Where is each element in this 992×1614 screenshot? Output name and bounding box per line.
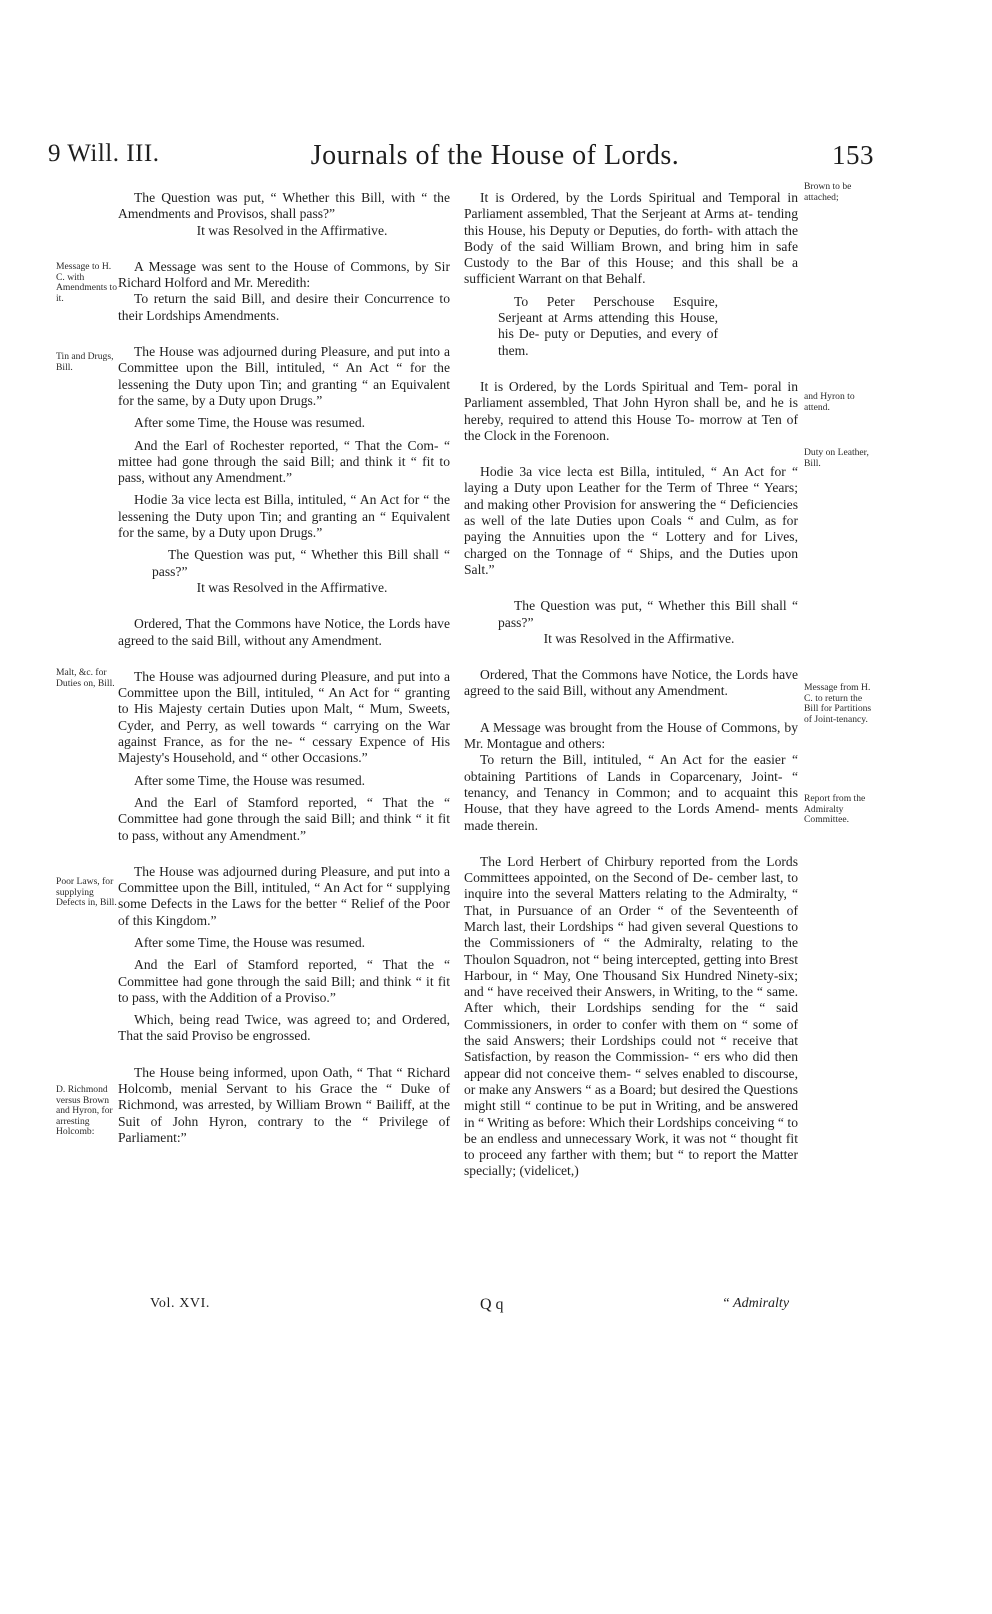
margin-note-brown: Brown to be attached; (804, 181, 852, 203)
margin-note-leather: Duty on Leather, Bill. (804, 447, 869, 469)
page-number: 153 (832, 140, 874, 170)
paragraph: The House was adjourned during Pleasure, and put into a Committee upon the Bill, intituled, “ An Act for “ supplying some Defects in the Laws for the better “ Relief of the Poor of this Kingdom.” (118, 863, 450, 928)
paragraph: It is Ordered, by the Lords Spiritual and Temporal in Parliament assembled, That the Serjeant at Arms at- tending this House, his Deputy or Deputies, do forth- with attach the Body of the said William Brown, and bring him in safe Custody to the Bar of this House; and this shall be a sufficient Warrant on that Behalf. (464, 190, 798, 287)
paragraph: After some Time, the House was resumed. (134, 415, 366, 431)
paragraph: To return the Bill, intituled, “ An Act for the easier “ obtaining Partitions of Lands in Coparcenary, Joint- “ tenancy, and Tenancy in Common; and to acquaint this House, that they have agreed to the Lords Amend- ments made therein. (464, 752, 798, 833)
paragraph: And the Earl of Stamford reported, “ That the “ Committee had gone through the said Bill; and think “ it fit to pass, with the Addition of a Proviso.” (118, 957, 450, 1005)
resolution-line: It was Resolved in the Affirmative. (196, 579, 388, 595)
paragraph: The Lord Herbert of Chirbury reported from the Lords Committees appointed, on the Second of De- cember last, to inquire into the several Matters relating to the Admiralty, “ That, in Pursuance of an Order “ of the Seventeenth of March last, their Lordships “ had given several Questions to the Commissioners of “ the Admiralty, relating to the Thoulon Squadron, not “ being intercepted, getting into Brest Harbour, in “ May, One Thousand Six Hundred Ninety-six; and “ have received their Answers, in Writing, to the “ same. After which, their Lordships sending for the “ said Commissioners, in order to confer with them on “ some of the said Answers; their Lordships could not “ receive that Satisfaction, by reason the Commission- “ ers who did then appear did not conceive them- “ selves enabled to discourse, or make any Answers “ as a Board; but desired the Questions might still “ continue to be put in Writing, and be answered in “ Writing as before: Which their Lordships conceiving “ to be an endless and unnecessary Work, it was not “ thought fit to proceed any farther with them; but “ to report the Matter specially; (videlicet,) (464, 853, 798, 1179)
volume-footer: Vol. XVI. (150, 1296, 210, 1311)
paragraph: And the Earl of Rochester reported, “ That the Com- “ mittee had gone through the said Bill; and think it “ fit to pass, without any Amendment.” (118, 437, 450, 486)
paragraph: After some Time, the House was resumed. (134, 772, 366, 788)
regnal-year-header: 9 Will. III. (48, 140, 160, 167)
paragraph: After some Time, the House was resumed. (134, 934, 366, 950)
paragraph: And the Earl of Stamford reported, “ That the “ Committee had gone through the said Bill; and think “ it fit to pass, without any Amendment.” (118, 794, 450, 843)
paragraph: The House being informed, upon Oath, “ That “ Richard Holcomb, menial Servant to his Grace the “ Duke of Richmond, was arrested, by William Brown “ Bailiff, at the Suit of John Hyron, contrary to the “ Privilege of Parliament:” (118, 1064, 450, 1145)
journal-title-header: Journals of the House of Lords. (310, 140, 680, 171)
paragraph: The House was adjourned during Pleasure, and put into a Committee upon the Bill, intituled, “ An Act for “ granting to His Majesty certain Duties upon Malt, “ Mum, Sweets, Cyder, and Perry, as well towards “ carrying on the War against France, as for the ne- “ cessary Expence of His Majesty's Household, and “ other Occasions.” (118, 668, 450, 766)
paragraph: Hodie 3a vice lecta est Billa, intituled, “ An Act for “ laying a Duty upon Leather for the Term of Three “ Years; and making other Provision for answering the “ Deficiencies as well of the late Duties upon Coals “ and Culm, as for paying the Annuities upon the “ Lottery and for Lives, charged on the Tonnage of “ Ships, and the Duties upon Salt.” (464, 464, 798, 577)
paragraph: Ordered, That the Commons have Notice, the Lords have agreed to the said Bill, without any Amendment. (464, 667, 798, 699)
paragraph: Hodie 3a vice lecta est Billa, intituled, “ An Act for “ the lessening the Duty upon Tin; and granting an “ Equivalent for the same, by a Duty upon Drugs.” (118, 492, 450, 541)
margin-note-richmond: D. Richmond versus Brown and Hyron, for arresting Holcomb: (56, 1084, 113, 1138)
paragraph: Which, being read Twice, was agreed to; and Ordered, That the said Proviso be engrossed. (118, 1012, 450, 1044)
paragraph: Ordered, That the Commons have Notice, the Lords have agreed to the said Bill, without any Amendment. (118, 616, 450, 648)
paragraph: The Question was put, “ Whether this Bill shall “ pass?” (498, 598, 798, 630)
left-column (118, 190, 450, 1146)
paragraph: A Message was sent to the House of Commons, by Sir Richard Holford and Mr. Meredith: (118, 258, 450, 291)
resolution-line: It was Resolved in the Affirmative. (543, 630, 735, 646)
right-column (464, 190, 798, 1180)
paragraph: The Question was put, “ Whether this Bill shall “ pass?” (152, 547, 450, 579)
paragraph: A Message was brought from the House of Commons, by Mr. Montague and others: (464, 719, 798, 752)
resolution-line: It was Resolved in the Affirmative. (196, 222, 388, 238)
margin-note-malt: Malt, &c. for Duties on, Bill. (56, 667, 115, 689)
warrant-address: To Peter Perschouse Esquire, Serjeant at Arms attending this House, his De- puty or Deputies, and every of them. (498, 293, 718, 358)
margin-note-poor-laws: Poor Laws, for supplying Defects in, Bill. (56, 876, 117, 909)
signature-mark: Q q (480, 1296, 504, 1313)
catchword: “ Admiralty (722, 1296, 790, 1311)
margin-note-hyron: and Hyron to attend. (804, 391, 855, 413)
paragraph: The Question was put, “ Whether this Bill, with “ the Amendments and Provisos, shall pass?” (118, 190, 450, 222)
paragraph: To return the said Bill, and desire their Concurrence to their Lordships Amendments. (118, 291, 450, 323)
margin-note-message-from: Message from H. C. to return the Bill for Partitions of Joint-tenancy. (804, 682, 872, 725)
margin-note-admiralty: Report from the Admiralty Committee. (804, 793, 866, 826)
paragraph: It is Ordered, by the Lords Spiritual and Tem- poral in Parliament assembled, That John Hyron shall be, and he is hereby, required to attend this House To- morrow at Ten of the Clock in the Forenoon. (464, 378, 798, 443)
paragraph: The House was adjourned during Pleasure, and put into a Committee upon the Bill, intituled, “ An Act “ for the lessening the Duty upon Tin; and granting “ an Equivalent for the same, by a Duty upon Drugs.” (118, 344, 450, 408)
margin-note-tin-drugs: Tin and Drugs, Bill. (56, 351, 114, 373)
margin-note-message-commons: Message to H. C. with Amendments to it. (56, 261, 118, 304)
